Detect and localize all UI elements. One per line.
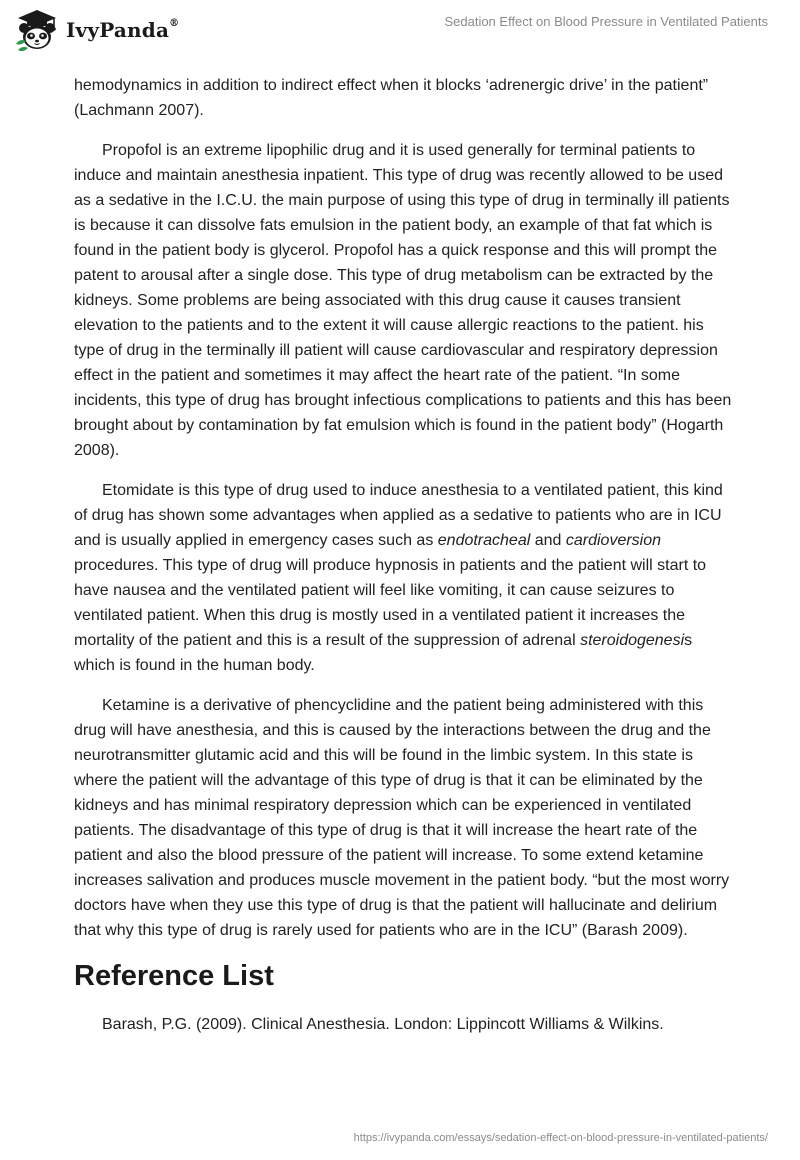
panda-graduate-icon bbox=[14, 8, 60, 54]
source-url[interactable]: https://ivypanda.com/essays/sedation-effect-on-blood-pressure-in-ventilated-patients/ bbox=[353, 1132, 768, 1144]
brand-logo[interactable] bbox=[14, 8, 179, 54]
term-cardioversion: cardioversion bbox=[565, 532, 662, 549]
brand-name: IvyPanda® bbox=[66, 18, 180, 42]
reference-list-heading: Reference List bbox=[74, 960, 274, 992]
paragraph-propofol: Propofol is an extreme lipophilic drug and it is used generally for terminal patients to induce and maintain anesthesia inpatient. This type of drug was recently allowed to be used as a sedative in the I.C.U. the main purpose of using this type of drug in terminally ill patients is because it can dissolve fats emulsion in the patient body, an example of that fat which is found in the patient body is glycerol. Propofol has a quick response and this will prompt the patent to arousal after a single dose. This type of drug metabolism can be extracted by the kidneys. Some problems are being associated with this drug cause it causes transient elevation to the patients and to the extent it will cause allergic reactions to the patient. his type of drug in the terminally ill patient will cause cardiovascular and respiratory depression effect in the patient and sometimes it may affect the heart rate of the patient. “In some incidents, this type of drug has brought infectious complications to patients and this has been brought about by contamination by fat emulsion which is found in the patient body” (Hogarth 2008). bbox=[74, 142, 732, 459]
reference-item: Barash, P.G. (2009). Clinical Anesthesia. London: Lippincott Williams & Wilkins. bbox=[102, 1016, 664, 1033]
paragraph-etomidate: Etomidate is this type of drug used to induce anesthesia to a ventilated patient, this kind of drug has shown some advantages when applied as a sedative to patients who are in ICU and is usually applied in emergency cases such as endotracheal and cardioversion procedures. This type of drug will produce hypnosis in patients and the patient will start to have nausea and the ventilated patient will feel like vomiting, it can cause seizures to ventilated patient. When this drug is mostly used in a ventilated patient it increases the mortality of the patient and this is a result of the suppression of adrenal steroidogenesis which is found in the human body. bbox=[74, 482, 723, 674]
paragraph-continuation: hemodynamics in addition to indirect effect when it blocks ‘adrenergic drive’ in the patient” (Lachmann 2007). bbox=[74, 77, 709, 119]
term-steroidogenesis: steroidogenesi bbox=[580, 632, 685, 649]
term-endotracheal: endotracheal bbox=[437, 532, 531, 549]
article-body bbox=[74, 73, 734, 1037]
document-title: Sedation Effect on Blood Pressure in Ventilated Patients bbox=[444, 14, 768, 29]
paragraph-ketamine: Ketamine is a derivative of phencyclidine and the patient being administered with this drug will have anesthesia, and this is caused by the interactions between the drug and the neurotransmitter glutamic acid and this will be found in the limbic system. In this state is where the patient will the advantage of this type of drug is that it can be eliminated by the kidneys and has minimal respiratory depression which can be experienced in ventilated patients. The disadvantage of this type of drug is that it will increase the heart rate of the patient and also the blood pressure of the patient will increase. To some extend ketamine increases salivation and produces muscle movement in the patient body. “but the most worry doctors have when they use this type of drug is that the patient will hallucinate and delirium that why this type of drug is rarely used for patients who are in the ICU” (Barash 2009). bbox=[74, 697, 730, 939]
page-header bbox=[0, 0, 800, 64]
